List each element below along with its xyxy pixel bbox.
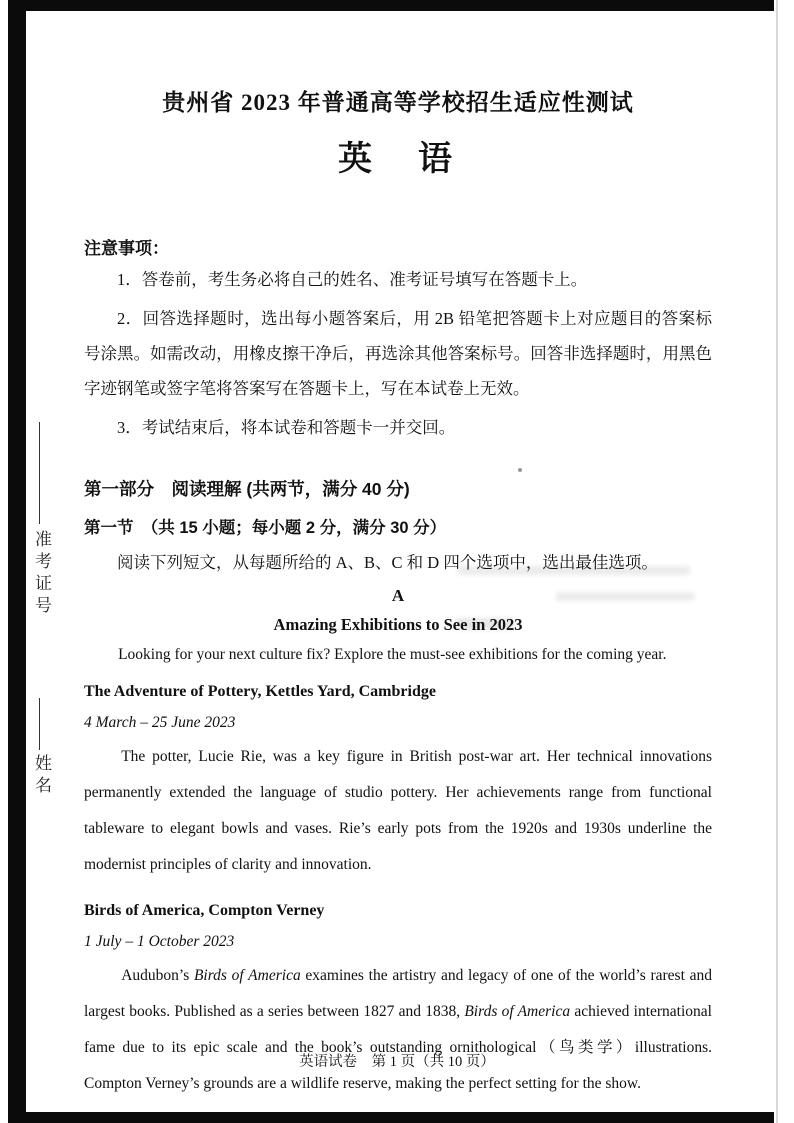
page-title: 贵州省 2023 年普通高等学校招生适应性测试 [162, 90, 634, 115]
notice-item-3: 3．考试结束后，将本试卷和答题卡一并交回。 [117, 417, 456, 437]
name-line [39, 698, 40, 750]
passage-intro: Looking for your next culture fix? Explore the must-see exhibitions for the coming year. [118, 645, 667, 663]
exhibition-heading: Birds of America, Compton Verney [84, 901, 325, 919]
notice-item-1: 1．答卷前，考生务必将自己的姓名、准考证号填写在答题卡上。 [117, 270, 588, 289]
exhibition-block [84, 683, 712, 883]
exhibition-dates: 1 July – 1 October 2023 [84, 932, 235, 950]
passage-label: A [391, 585, 405, 605]
section1-instruction: 阅读下列短文，从每题所给的 A、B、C 和 D 四个选项中，选出最佳选项。 [117, 552, 658, 572]
notices-heading: 注意事项： [84, 239, 169, 258]
exhibition-block [84, 902, 712, 1102]
scan-border-right [776, 0, 778, 1123]
page-footer: 英语试卷 第 1 页（共 10 页） [299, 1054, 495, 1070]
section1-heading: 第一节 （共 15 小题；每小题 2 分，满分 30 分） [84, 518, 447, 537]
exam-number-line [39, 422, 40, 524]
passage-title: Amazing Exhibitions to See in 2023 [273, 614, 523, 634]
part1-heading: 第一部分 阅读理解 (共两节，满分 40 分) [84, 478, 410, 499]
name-label: 姓名 [32, 754, 51, 798]
exhibition-paragraph: Audubon’s Birds of America examines the artistry and legacy of one of the world’s rarest and largest books. Published as a series between 1827 and 1838, Birds of America achieved international fame due to its epic scale and the book’s outstanding ornithological（鸟类学）illustrations. Compton Verney’s grounds are a wildlife reserve, making the perfect setting for the show. [84, 966, 712, 1092]
subject-title: 英 语 [338, 141, 458, 178]
scan-border-left [8, 0, 26, 1123]
exhibition-heading: The Adventure of Pottery, Kettles Yard, Cambridge [84, 682, 436, 700]
exam-number-label: 准考证号 [32, 530, 51, 618]
page-content [84, 0, 712, 1101]
scan-border-bottom [8, 1112, 774, 1123]
notice-item-2: 2．回答选择题时，选出每小题答案后，用 2B 铅笔把答题卡上对应题目的答案标号涂黑。如需改动，用橡皮擦干净后，再选涂其他答案标号。回答非选择题时，用黑色字迹钢笔或签字笔将答案写在答题卡上，写在本试卷上无效。 [84, 308, 712, 398]
exhibition-dates: 4 March – 25 June 2023 [84, 713, 236, 731]
exhibition-paragraph: The potter, Lucie Rie, was a key figure in British post-war art. Her technical innovations permanently extended the language of studio pottery. Her achievements range from functional tableware to elegant bowls and vases. Rie’s early pots from the 1920s and 1930s underline the modernist principles of clarity and innovation. [84, 747, 712, 873]
